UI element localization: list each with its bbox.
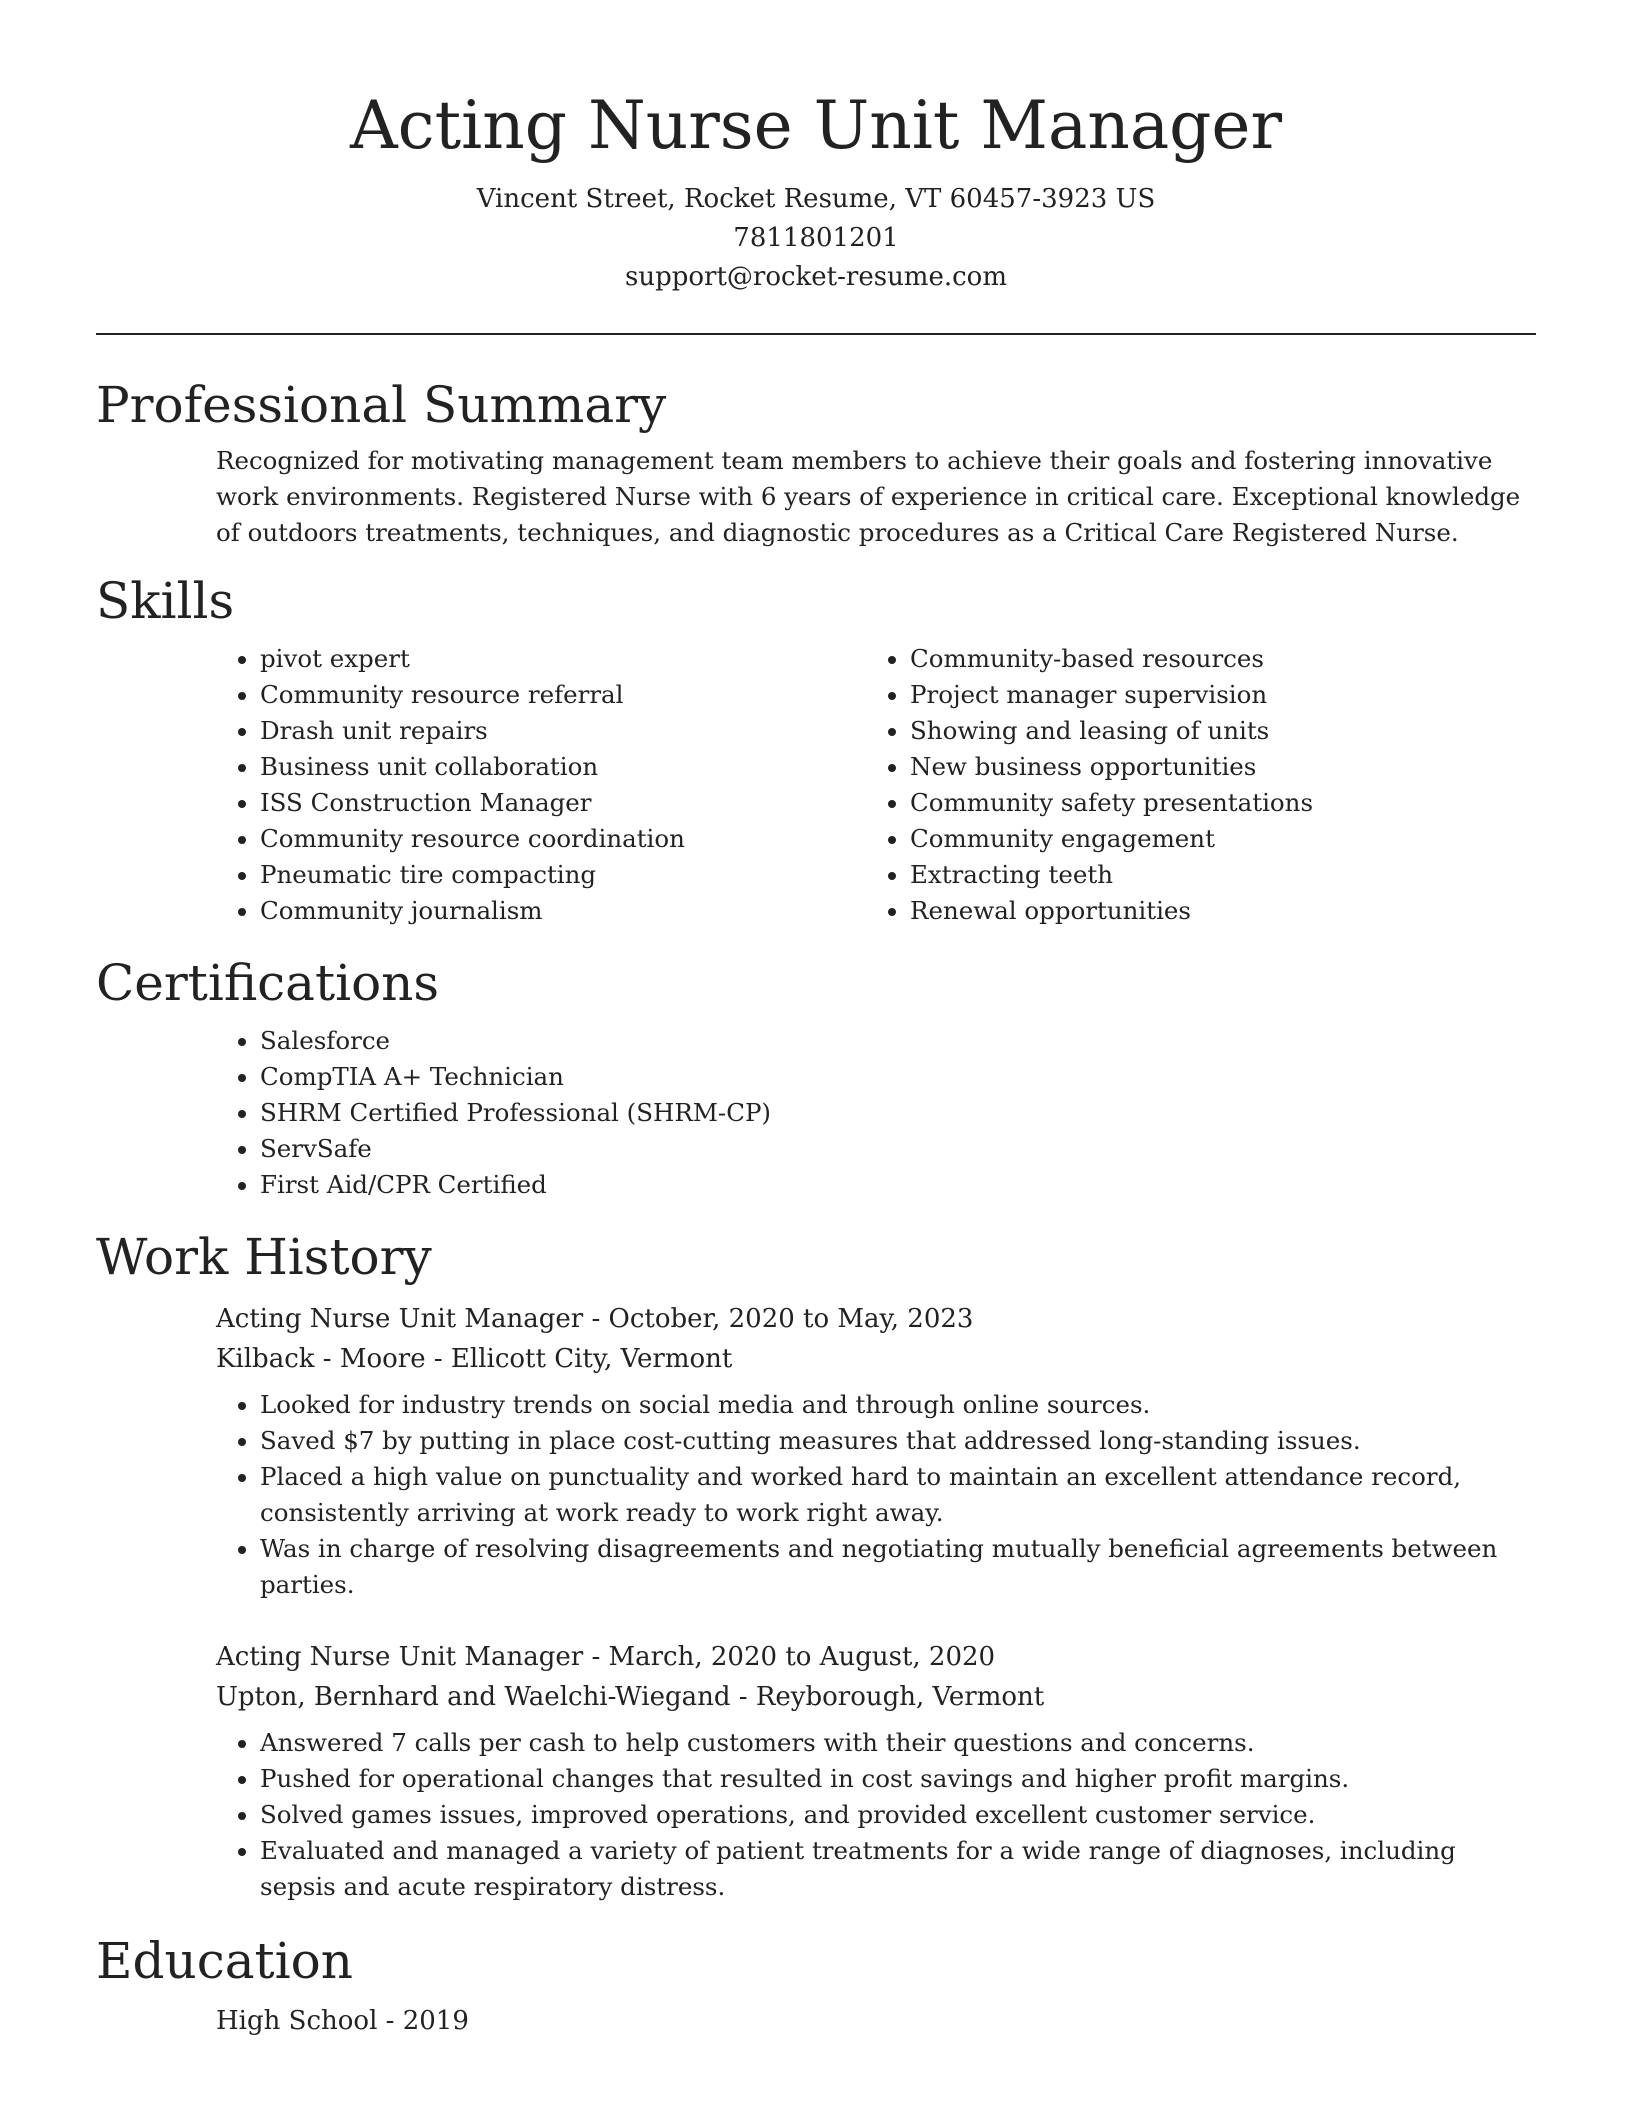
certifications-list	[216, 1023, 1536, 1203]
certification-item: • Salesforce	[260, 1023, 1536, 1059]
certifications-heading: Certifications	[96, 954, 440, 1012]
job-bullet: • Evaluated and managed a variety of patient treatments for a wide range of diagnoses, including sepsis and acute respiratory distress.	[260, 1833, 1536, 1905]
certification-item: • CompTIA A+ Technician	[260, 1059, 1536, 1095]
job-bullet: • Was in charge of resolving disagreements and negotiating mutually beneficial agreements between parties.	[260, 1531, 1536, 1603]
job-company-line	[216, 1677, 1536, 1717]
skills-heading: Skills	[96, 572, 235, 630]
skill-item: • Community safety presentations	[910, 785, 1516, 821]
certifications-list-wrap	[216, 1023, 1536, 1203]
skills-grid	[216, 641, 1536, 929]
skill-item: • Pneumatic tire compacting	[260, 857, 866, 893]
job-location: - Ellicott City, Vermont	[425, 1344, 733, 1374]
education-entry	[216, 2001, 1536, 2041]
job-dates: - March, 2020 to August, 2020	[583, 1642, 996, 1672]
job-dates: - October, 2020 to May, 2023	[583, 1304, 974, 1334]
job-company: Kilback - Moore	[216, 1344, 426, 1374]
education-degree: High School	[216, 2006, 378, 2036]
skill-item: • ISS Construction Manager	[260, 785, 866, 821]
job-bullets	[216, 1387, 1536, 1603]
job-entry	[216, 1299, 1536, 1603]
contact-email: support@rocket-resume.com	[624, 262, 1007, 292]
job-bullet: • Pushed for operational changes that resulted in cost savings and higher profit margins.	[260, 1761, 1536, 1797]
job-bullet: • Saved $7 by putting in place cost-cutting measures that addressed long-standing issues.	[260, 1423, 1536, 1459]
skill-item: • Community-based resources	[910, 641, 1516, 677]
header-divider	[96, 333, 1536, 335]
job-title-line	[216, 1299, 1536, 1339]
work-history-section	[96, 1227, 1536, 1905]
skill-item: • Business unit collaboration	[260, 749, 866, 785]
skill-item: • Extracting teeth	[910, 857, 1516, 893]
skill-item: • Showing and leasing of units	[910, 713, 1516, 749]
job-bullets-wrap	[216, 1725, 1536, 1905]
job-location: - Reyborough, Vermont	[730, 1682, 1045, 1712]
skill-item: • Community engagement	[910, 821, 1516, 857]
skill-item: • Community resource referral	[260, 677, 866, 713]
certification-item: • First Aid/CPR Certified	[260, 1167, 1536, 1203]
skills-column-left	[216, 641, 866, 929]
job-bullet: • Solved games issues, improved operations, and provided excellent customer service.	[260, 1797, 1536, 1833]
job-entry	[216, 1637, 1536, 1905]
summary-section	[96, 375, 1536, 551]
job-company-line	[216, 1339, 1536, 1379]
certification-item: • ServSafe	[260, 1131, 1536, 1167]
job-company: Upton, Bernhard and Waelchi-Wiegand	[216, 1682, 731, 1712]
job-bullet: • Placed a high value on punctuality and worked hard to maintain an excellent attendance record, consistently arriving at work ready to work right away.	[260, 1459, 1536, 1531]
skill-item: • Community resource coordination	[260, 821, 866, 857]
work-history-heading: Work History	[96, 1228, 432, 1286]
skill-item: • Renewal opportunities	[910, 893, 1516, 929]
skills-list-left	[216, 641, 866, 929]
job-bullet: • Looked for industry trends on social media and through online sources.	[260, 1387, 1536, 1423]
job-title: Acting Nurse Unit Manager	[216, 1642, 584, 1672]
certifications-section	[96, 953, 1536, 1203]
skill-item: • Project manager supervision	[910, 677, 1516, 713]
skills-column-right	[866, 641, 1516, 929]
skill-item: • Community journalism	[260, 893, 866, 929]
skill-item: • Drash unit repairs	[260, 713, 866, 749]
education-year: - 2019	[377, 2006, 469, 2036]
skill-item: • pivot expert	[260, 641, 866, 677]
summary-heading: Professional Summary	[96, 376, 667, 434]
summary-text: Recognized for motivating management team members to achieve their goals and fostering innovative work environments. Registered Nurse with 6 years of experience in critical care. Exceptional knowledge of outdoors treatments, techniques, and diagnostic procedures as a Critical Care Registered Nurse.	[216, 446, 1521, 547]
education-heading: Education	[96, 1932, 353, 1990]
job-title-line	[216, 1637, 1536, 1677]
contact-phone: 7811801201	[733, 223, 899, 253]
job-bullets	[216, 1725, 1536, 1905]
skill-item: • New business opportunities	[910, 749, 1516, 785]
certification-item: • SHRM Certified Professional (SHRM-CP)	[260, 1095, 1536, 1131]
job-title: Acting Nurse Unit Manager	[216, 1304, 584, 1334]
resume-header	[96, 0, 1536, 297]
contact-address: Vincent Street, Rocket Resume, VT 60457-3923 US	[476, 184, 1156, 214]
job-bullets-wrap	[216, 1387, 1536, 1603]
skills-section	[96, 571, 1536, 929]
skills-list-right	[866, 641, 1516, 929]
candidate-name: Acting Nurse Unit Manager	[349, 87, 1283, 164]
contact-info	[96, 180, 1536, 297]
job-bullet: • Answered 7 calls per cash to help customers with their questions and concerns.	[260, 1725, 1536, 1761]
education-section	[96, 1931, 1536, 2041]
